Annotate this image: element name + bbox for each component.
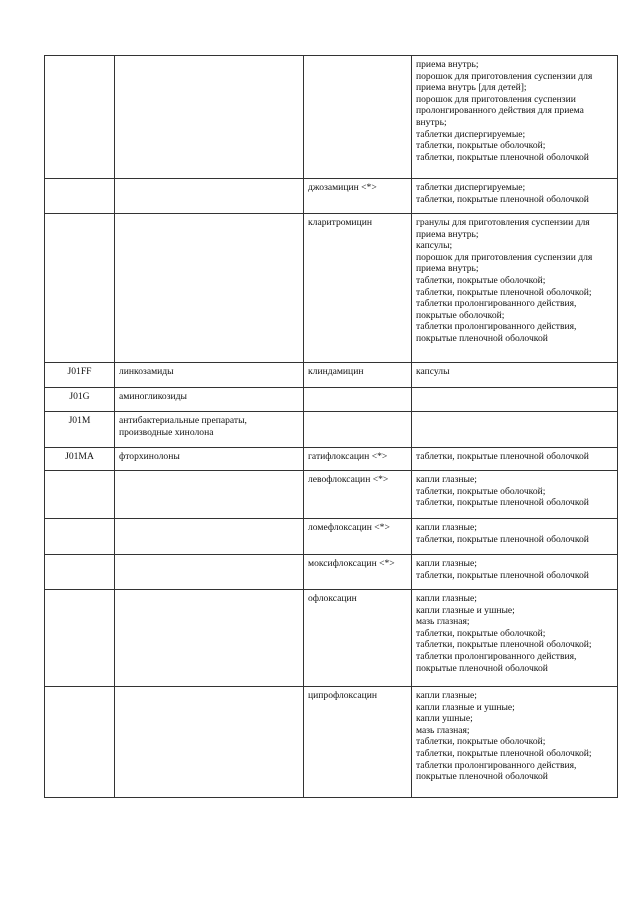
dosage-form-cell <box>412 412 618 448</box>
dosage-form-line: капли глазные; <box>416 522 477 533</box>
dosage-form-line: пролонгированного действия для приема <box>416 105 584 117</box>
atc-group-cell <box>115 471 304 519</box>
dosage-form-line: приема внутрь [для детей]; <box>416 82 527 94</box>
dosage-form-line: таблетки пролонгированного действия, <box>416 298 577 310</box>
dosage-form-line: покрытые пленочной оболочкой <box>416 662 548 674</box>
dosage-form-line: таблетки, покрытые оболочкой; <box>416 140 546 152</box>
dosage-form-cell <box>412 687 618 798</box>
atc-code-cell <box>45 56 115 179</box>
drug-name-cell: джозамицин <*> <box>304 179 412 214</box>
atc-code-cell: J01M <box>45 412 115 448</box>
atc-group-cell <box>115 687 304 798</box>
dosage-form-cell <box>412 519 618 555</box>
table-row <box>45 471 618 519</box>
dosage-form-line: капли ушные; <box>416 713 473 725</box>
dosage-form-line: таблетки, покрытые оболочкой; <box>416 736 546 748</box>
atc-code-cell <box>45 590 115 687</box>
dosage-form-line: таблетки, покрытые пленочной оболочкой <box>416 193 589 205</box>
dosage-form-line: капли глазные; <box>416 558 477 569</box>
dosage-form-line: таблетки диспергируемые; <box>416 182 526 193</box>
dosage-form-line: мазь глазная; <box>416 616 470 628</box>
dosage-form-line: капсулы; <box>416 240 453 252</box>
dosage-form-line: таблетки пролонгированного действия, <box>416 650 577 662</box>
atc-group-cell <box>115 555 304 590</box>
atc-group-cell <box>115 179 304 214</box>
dosage-form-line: покрытые пленочной оболочкой <box>416 332 548 344</box>
atc-group-cell <box>115 56 304 179</box>
dosage-form-cell <box>412 214 618 363</box>
dosage-form-line: таблетки диспергируемые; <box>416 128 526 140</box>
dosage-form-line: покрытые пленочной оболочкой <box>416 771 548 783</box>
dosage-form-cell <box>412 179 618 214</box>
table-row <box>45 448 618 471</box>
dosage-form-cell <box>412 363 618 388</box>
atc-code-cell <box>45 471 115 519</box>
drug-name-cell: ципрофлоксацин <box>304 687 412 798</box>
atc-code-cell <box>45 214 115 363</box>
dosage-form-line: капли глазные и ушные; <box>416 604 515 616</box>
dosage-form-line: порошок для приготовления суспензии <box>416 93 576 105</box>
dosage-form-line: таблетки пролонгированного действия, <box>416 759 577 771</box>
dosage-form-line: таблетки, покрытые пленочной оболочкой <box>416 151 589 163</box>
drug-name-cell: клиндамицин <box>304 363 412 388</box>
dosage-form-line: мазь глазная; <box>416 724 470 736</box>
dosage-form-line: таблетки, покрытые оболочкой; <box>416 627 546 639</box>
table-row <box>45 590 618 687</box>
table-row <box>45 363 618 388</box>
drug-table-body <box>45 56 618 798</box>
atc-group-cell <box>115 590 304 687</box>
dosage-form-line: приема внутрь; <box>416 228 479 240</box>
atc-code-cell: J01G <box>45 388 115 412</box>
table-row <box>45 555 618 590</box>
atc-group-cell: антибактериальные препараты, производные хинолона <box>115 412 304 448</box>
dosage-form-cell <box>412 555 618 590</box>
table-row <box>45 388 618 412</box>
atc-group-cell <box>115 519 304 555</box>
dosage-form-line: капли глазные и ушные; <box>416 701 515 713</box>
dosage-form-line: таблетки, покрытые пленочной оболочкой <box>416 497 589 509</box>
drug-table <box>44 55 618 798</box>
dosage-form-line: капсулы <box>416 366 450 377</box>
drug-name-cell <box>304 412 412 448</box>
dosage-form-line: таблетки, покрытые пленочной оболочкой <box>416 451 589 462</box>
atc-group-cell: аминогликозиды <box>115 388 304 412</box>
dosage-form-line: таблетки, покрытые оболочкой; <box>416 485 546 497</box>
dosage-form-line: таблетки, покрытые пленочной оболочкой <box>416 533 589 545</box>
drug-name-cell: ломефлоксацин <*> <box>304 519 412 555</box>
dosage-form-line: капли глазные; <box>416 593 477 604</box>
atc-group-cell: линкозамиды <box>115 363 304 388</box>
atc-code-cell <box>45 519 115 555</box>
dosage-form-line: капли глазные; <box>416 474 477 485</box>
table-row <box>45 214 618 363</box>
dosage-form-line: капли глазные; <box>416 690 477 701</box>
atc-group-cell: фторхинолоны <box>115 448 304 471</box>
atc-group-cell <box>115 214 304 363</box>
dosage-form-line: таблетки, покрытые пленочной оболочкой <box>416 569 589 581</box>
table-row <box>45 56 618 179</box>
drug-name-cell <box>304 56 412 179</box>
dosage-form-cell <box>412 590 618 687</box>
drug-name-cell: левофлоксацин <*> <box>304 471 412 519</box>
dosage-form-line: таблетки, покрытые пленочной оболочкой; <box>416 747 592 759</box>
atc-code-cell <box>45 687 115 798</box>
dosage-form-line: порошок для приготовления суспензии для <box>416 251 593 263</box>
dosage-form-cell <box>412 471 618 519</box>
dosage-form-line: приема внутрь; <box>416 59 479 70</box>
table-row <box>45 412 618 448</box>
table-row <box>45 519 618 555</box>
dosage-form-cell <box>412 388 618 412</box>
drug-name-cell <box>304 388 412 412</box>
dosage-form-cell <box>412 56 618 179</box>
dosage-form-line: таблетки пролонгированного действия, <box>416 321 577 333</box>
atc-code-cell <box>45 555 115 590</box>
drug-name-cell: кларитромицин <box>304 214 412 363</box>
dosage-form-line: гранулы для приготовления суспензии для <box>416 217 590 228</box>
drug-name-cell: гатифлоксацин <*> <box>304 448 412 471</box>
dosage-form-line: покрытые оболочкой; <box>416 309 505 321</box>
dosage-form-line: внутрь; <box>416 116 447 128</box>
drug-name-cell: моксифлоксацин <*> <box>304 555 412 590</box>
table-row <box>45 687 618 798</box>
dosage-form-line: таблетки, покрытые пленочной оболочкой; <box>416 639 592 651</box>
dosage-form-cell <box>412 448 618 471</box>
atc-code-cell: J01FF <box>45 363 115 388</box>
atc-code-cell <box>45 179 115 214</box>
dosage-form-line: таблетки, покрытые пленочной оболочкой; <box>416 286 592 298</box>
dosage-form-line: порошок для приготовления суспензии для <box>416 70 593 82</box>
dosage-form-line: таблетки, покрытые оболочкой; <box>416 274 546 286</box>
drug-name-cell: офлоксацин <box>304 590 412 687</box>
table-row <box>45 179 618 214</box>
dosage-form-line: приема внутрь; <box>416 263 479 275</box>
atc-code-cell: J01MA <box>45 448 115 471</box>
